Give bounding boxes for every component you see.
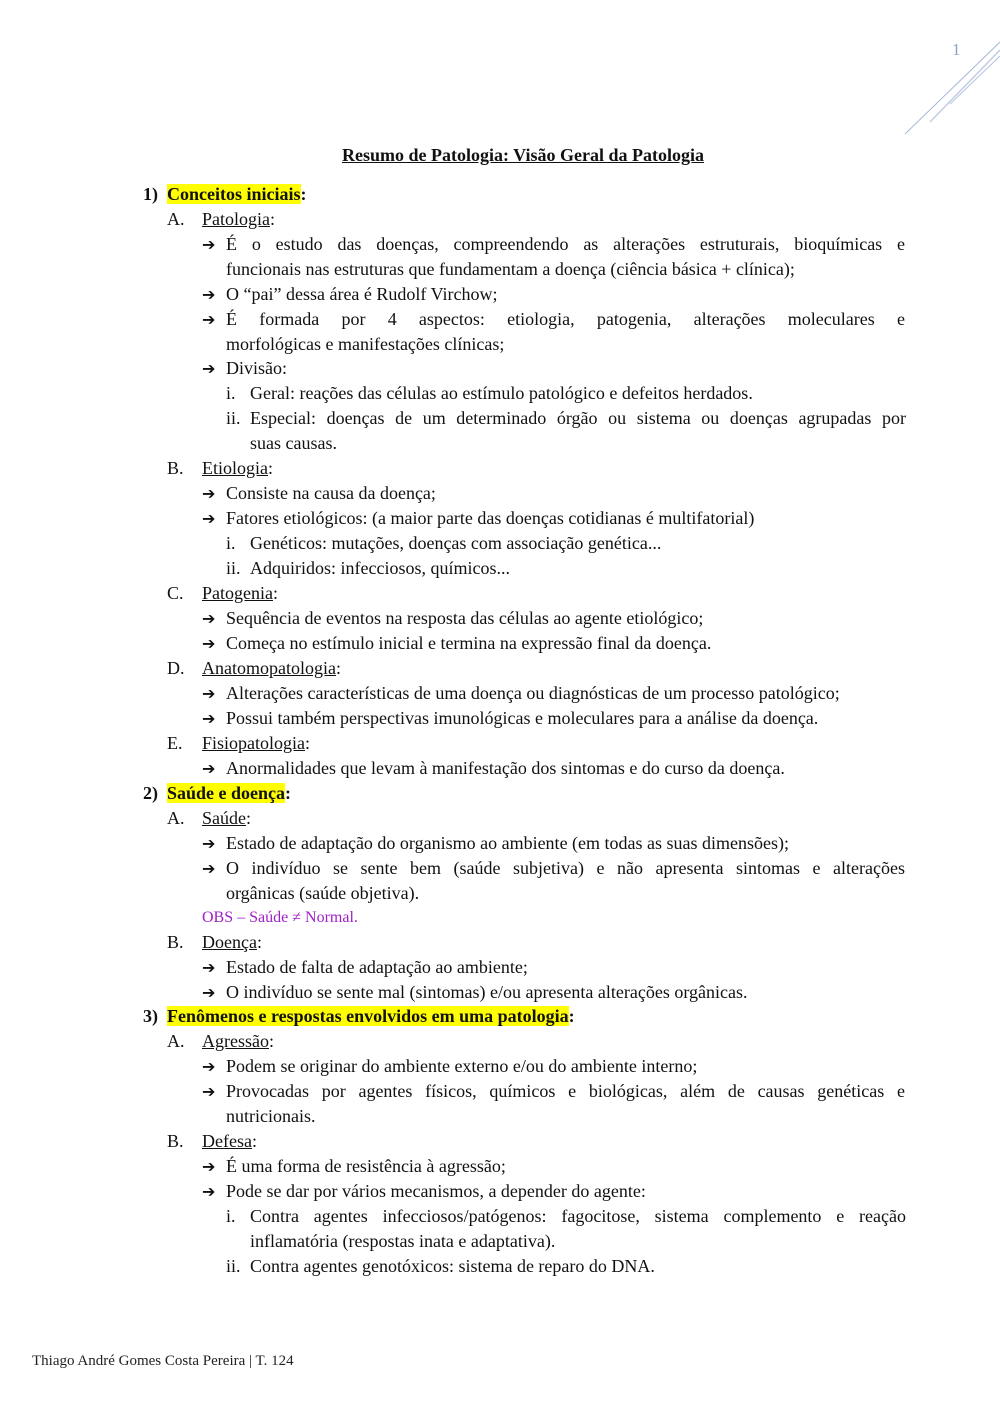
roman-item: ii. Especial: doenças de um determinado órgão ou sistema ou doenças agrupadas por	[226, 408, 906, 428]
bullet-item: ➔ Estado de adaptação do organismo ao ambiente (em todas as suas dimensões);	[202, 833, 790, 853]
page-footer: Thiago André Gomes Costa Pereira | T. 124	[32, 1353, 294, 1369]
arrow-right-icon: ➔	[202, 235, 216, 254]
arrow-right-icon: ➔	[202, 834, 216, 853]
bullet-item: ➔ Divisão:	[202, 358, 287, 378]
arrow-right-icon: ➔	[202, 1157, 216, 1176]
bullet-item: ➔ Alterações características de uma doença ou diagnósticas de um processo patológico;	[202, 683, 840, 703]
bullet-item: ➔ Sequência de eventos na resposta das células ao agente etiológico;	[202, 608, 704, 628]
bullet-continuation: funcionais nas estruturas que fundamentam a doença (ciência básica + clínica);	[226, 259, 795, 279]
arrow-right-icon: ➔	[202, 983, 216, 1002]
document-title: Resumo de Patologia: Visão Geral da Patologia	[342, 145, 704, 165]
bullet-item: ➔ Começa no estímulo inicial e termina na expressão final da doença.	[202, 633, 712, 653]
subsection-heading: A. Agressão:	[167, 1031, 274, 1051]
arrow-right-icon: ➔	[202, 1182, 216, 1201]
subsection-heading: B. Defesa:	[167, 1131, 257, 1151]
roman-item: ii. Contra agentes genotóxicos: sistema de reparo do DNA.	[226, 1256, 655, 1276]
bullet-item: ➔ O “pai” dessa área é Rudolf Virchow;	[202, 284, 498, 304]
arrow-right-icon: ➔	[202, 709, 216, 728]
bullet-item: ➔ Consiste na causa da doença;	[202, 483, 436, 503]
page-number: 1	[952, 40, 961, 59]
arrow-right-icon: ➔	[202, 1082, 216, 1101]
subsection-heading: E. Fisiopatologia:	[167, 733, 311, 753]
subsection-heading: B. Etiologia:	[167, 458, 274, 478]
roman-item: i. Geral: reações das células ao estímulo patológico e defeitos herdados.	[226, 383, 753, 403]
bullet-item: ➔ O indivíduo se sente bem (saúde subjetiva) e não apresenta sintomas e alterações	[202, 858, 905, 878]
subsection-heading: A. Patologia:	[167, 209, 276, 229]
arrow-right-icon: ➔	[202, 958, 216, 977]
subsection-heading: A. Saúde:	[167, 808, 252, 828]
bullet-item: ➔ Fatores etiológicos: (a maior parte das doenças cotidianas é multifatorial)	[202, 508, 755, 528]
section-heading: 2) Saúde e doença:	[143, 783, 292, 803]
bullet-continuation: morfológicas e manifestações clínicas;	[226, 334, 505, 354]
bullet-continuation: orgânicas (saúde objetiva).	[226, 883, 420, 903]
bullet-item: ➔ Anormalidades que levam à manifestação dos sintomas e do curso da doença.	[202, 758, 785, 778]
bullet-item: ➔ É formada por 4 aspectos: etiologia, patogenia, alterações moleculares e	[202, 309, 905, 329]
arrow-right-icon: ➔	[202, 484, 216, 503]
section-heading: 1) Conceitos iniciais:	[143, 184, 307, 204]
arrow-right-icon: ➔	[202, 759, 216, 778]
arrow-right-icon: ➔	[202, 310, 216, 329]
bullet-item: ➔ Possui também perspectivas imunológicas e moleculares para a análise da doença.	[202, 708, 819, 728]
bullet-item: ➔ É o estudo das doenças, compreendendo as alterações estruturais, bioquímicas e	[202, 234, 905, 254]
arrow-right-icon: ➔	[202, 509, 216, 528]
subsection-heading: B. Doença:	[167, 932, 262, 952]
arrow-right-icon: ➔	[202, 634, 216, 653]
roman-item: i. Genéticos: mutações, doenças com associação genética...	[226, 533, 662, 553]
bullet-item: ➔ É uma forma de resistência à agressão;	[202, 1156, 506, 1176]
bullet-item: ➔ Podem se originar do ambiente externo e/ou do ambiente interno;	[202, 1056, 698, 1076]
bullet-item: ➔ O indivíduo se sente mal (sintomas) e/ou apresenta alterações orgânicas.	[202, 982, 748, 1002]
roman-continuation: suas causas.	[250, 433, 337, 453]
roman-continuation: inflamatória (respostas inata e adaptativa).	[250, 1231, 556, 1251]
corner-decoration	[900, 30, 1000, 140]
subsection-heading: C. Patogenia:	[167, 583, 278, 603]
section-heading: 3) Fenômenos e respostas envolvidos em uma patologia:	[143, 1006, 575, 1026]
subsection-heading: D. Anatomopatologia:	[167, 658, 341, 678]
bullet-item: ➔ Estado de falta de adaptação ao ambiente;	[202, 957, 528, 977]
bullet-continuation: nutricionais.	[226, 1106, 316, 1126]
bullet-item: ➔ Provocadas por agentes físicos, químicos e biológicas, além de causas genéticas e	[202, 1081, 905, 1101]
arrow-right-icon: ➔	[202, 1057, 216, 1076]
observation-note: OBS – Saúde ≠ Normal.	[202, 909, 358, 926]
arrow-right-icon: ➔	[202, 285, 216, 304]
arrow-right-icon: ➔	[202, 859, 216, 878]
bullet-item: ➔ Pode se dar por vários mecanismos, a depender do agente:	[202, 1181, 646, 1201]
arrow-right-icon: ➔	[202, 609, 216, 628]
roman-item: i. Contra agentes infecciosos/patógenos: fagocitose, sistema complemento e reação	[226, 1206, 906, 1226]
arrow-right-icon: ➔	[202, 359, 216, 378]
arrow-right-icon: ➔	[202, 684, 216, 703]
roman-item: ii. Adquiridos: infecciosos, químicos...	[226, 558, 510, 578]
